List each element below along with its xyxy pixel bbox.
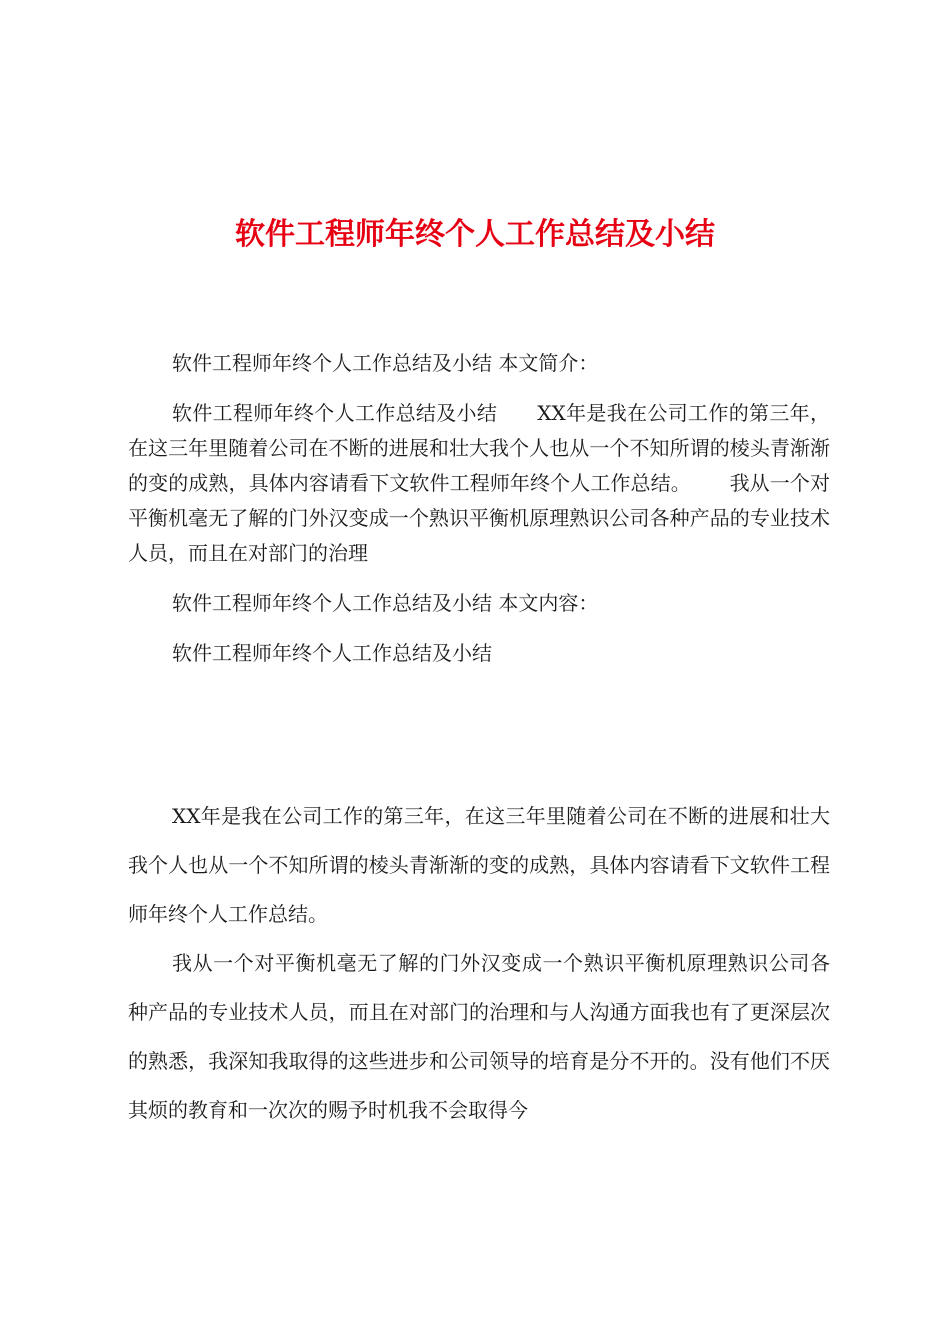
content-paragraph: XX年是我在公司工作的第三年，在这三年里随着公司在不断的进展和壮大我个人也从一个不知所谓的棱头青渐渐的变的成熟，具体内容请看下文软件工程师年终个人工作总结。 — [128, 804, 830, 926]
content-title: 软件工程师年终个人工作总结及小结 — [172, 641, 492, 665]
summary-heading: 软件工程师年终个人工作总结及小结 本文简介： — [172, 351, 599, 375]
content-section — [128, 792, 830, 1135]
content-heading: 软件工程师年终个人工作总结及小结 本文内容： — [172, 591, 599, 615]
summary-section — [128, 346, 830, 686]
summary-text: 软件工程师年终个人工作总结及小结 XX年是我在公司工作的第三年，在这三年里随着公司在不断的进展和壮大我个人也从一个不知所谓的棱头青渐渐的变的成熟，具体内容请看下文软件工程师年终个人工作总结。 我从一个对平衡机毫无了解的门外汉变成一个熟识平衡机原理熟识公司各种产品的专业技术人员，而且在对部门的治理 — [128, 401, 830, 565]
document-title: 软件工程师年终个人工作总结及小结 — [235, 217, 715, 252]
content-paragraph: 我从一个对平衡机毫无了解的门外汉变成一个熟识平衡机原理熟识公司各种产品的专业技术人员，而且在对部门的治理和与人沟通方面我也有了更深层次的熟悉，我深知我取得的这些进步和公司领导的培育是分不开的。没有他们不厌其烦的教育和一次次的赐予时机我不会取得今 — [128, 951, 830, 1122]
